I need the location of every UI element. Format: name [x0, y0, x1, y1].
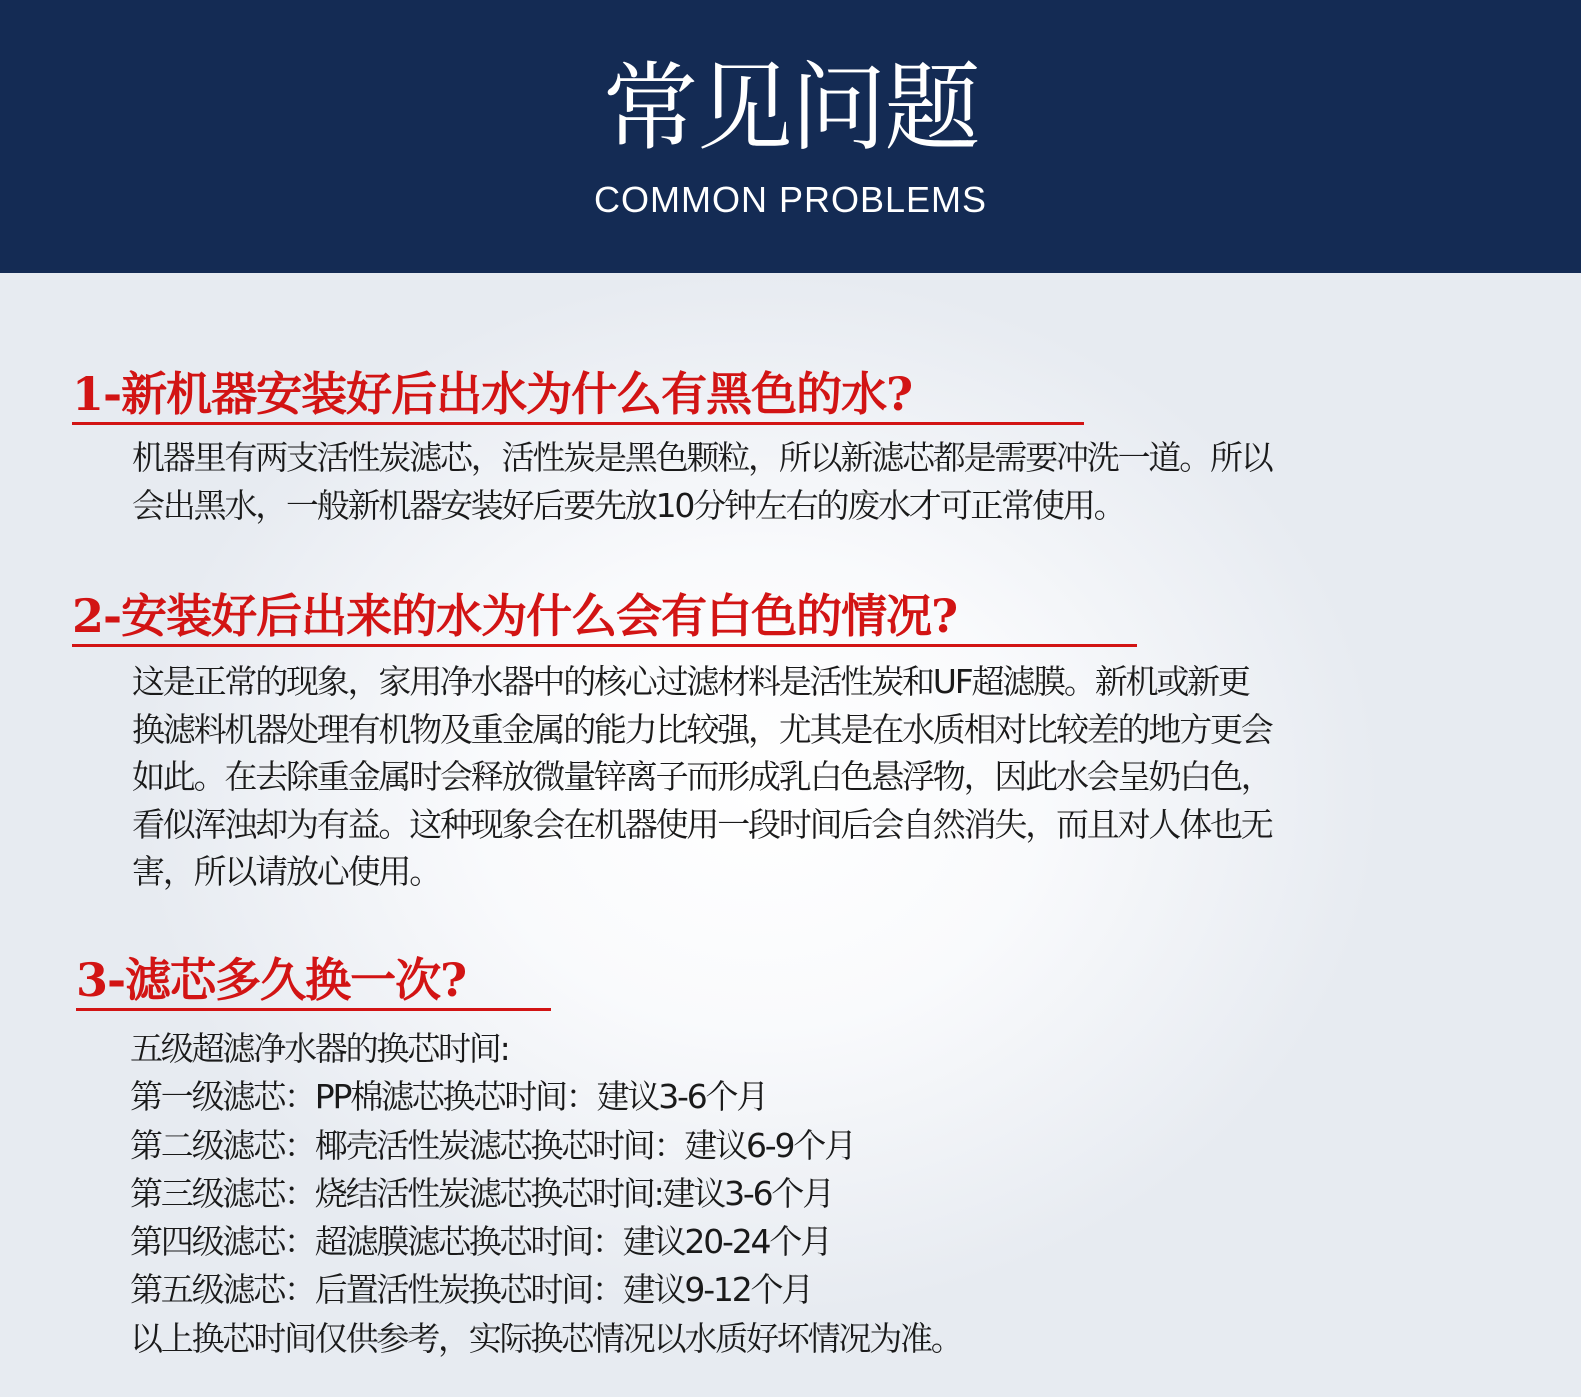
- answer-line: 以上换芯时间仅供参考，实际换芯情况以水质好坏情况为准。: [130, 1318, 962, 1358]
- answer-line: 第三级滤芯：烧结活性炭滤芯换芯时间:建议3-6个月: [130, 1173, 834, 1213]
- answer-line: 换滤料机器处理有机物及重金属的能力比较强，尤其是在水质相对比较差的地方更会: [132, 709, 1272, 749]
- answer-line: 五级超滤净水器的换芯时间:: [130, 1029, 509, 1068]
- answer-line: 如此。在去除重金属时会释放微量锌离子而形成乳白色悬浮物，因此水会呈奶白色，: [132, 757, 1272, 796]
- answer-line: 机器里有两支活性炭滤芯，活性炭是黑色颗粒，所以新滤芯都是需要冲洗一道。所以: [132, 438, 1272, 477]
- faq-question-1: 1-新机器安装好后出水为什么有黑色的水?: [72, 366, 1084, 425]
- faq-answer-2: [132, 658, 1272, 896]
- answer-line: 害，所以请放心使用。: [132, 852, 441, 891]
- page-title: 常见问题: [602, 52, 979, 164]
- answer-line: 第二级滤芯：椰壳活性炭滤芯换芯时间：建议6-9个月: [130, 1125, 855, 1165]
- answer-line: 第五级滤芯：后置活性炭换芯时间：建议9-12个月: [130, 1270, 813, 1310]
- faq-answer-1: [132, 434, 1272, 529]
- answer-line: 看似浑浊却为有益。这种现象会在机器使用一段时间后会自然消失，而且对人体也无: [132, 804, 1272, 844]
- answer-line: 第一级滤芯：PP棉滤芯换芯时间：建议3-6个月: [130, 1077, 768, 1117]
- header-banner: [0, 0, 1581, 273]
- faq-question-3: 3-滤芯多久换一次?: [76, 952, 551, 1011]
- answer-line: 这是正常的现象，家用净水器中的核心过滤材料是活性炭和UF超滤膜。新机或新更: [132, 662, 1249, 701]
- faq-question-2: 2-安装好后出来的水为什么会有白色的情况?: [72, 588, 1137, 647]
- faq-answer-3: [130, 1025, 962, 1363]
- answer-line: 第四级滤芯：超滤膜滤芯换芯时间：建议20-24个月: [130, 1222, 831, 1262]
- page-subtitle: COMMON PROBLEMS: [593, 179, 988, 220]
- answer-line: 会出黑水，一般新机器安装好后要先放10分钟左右的废水才可正常使用。: [132, 485, 1125, 525]
